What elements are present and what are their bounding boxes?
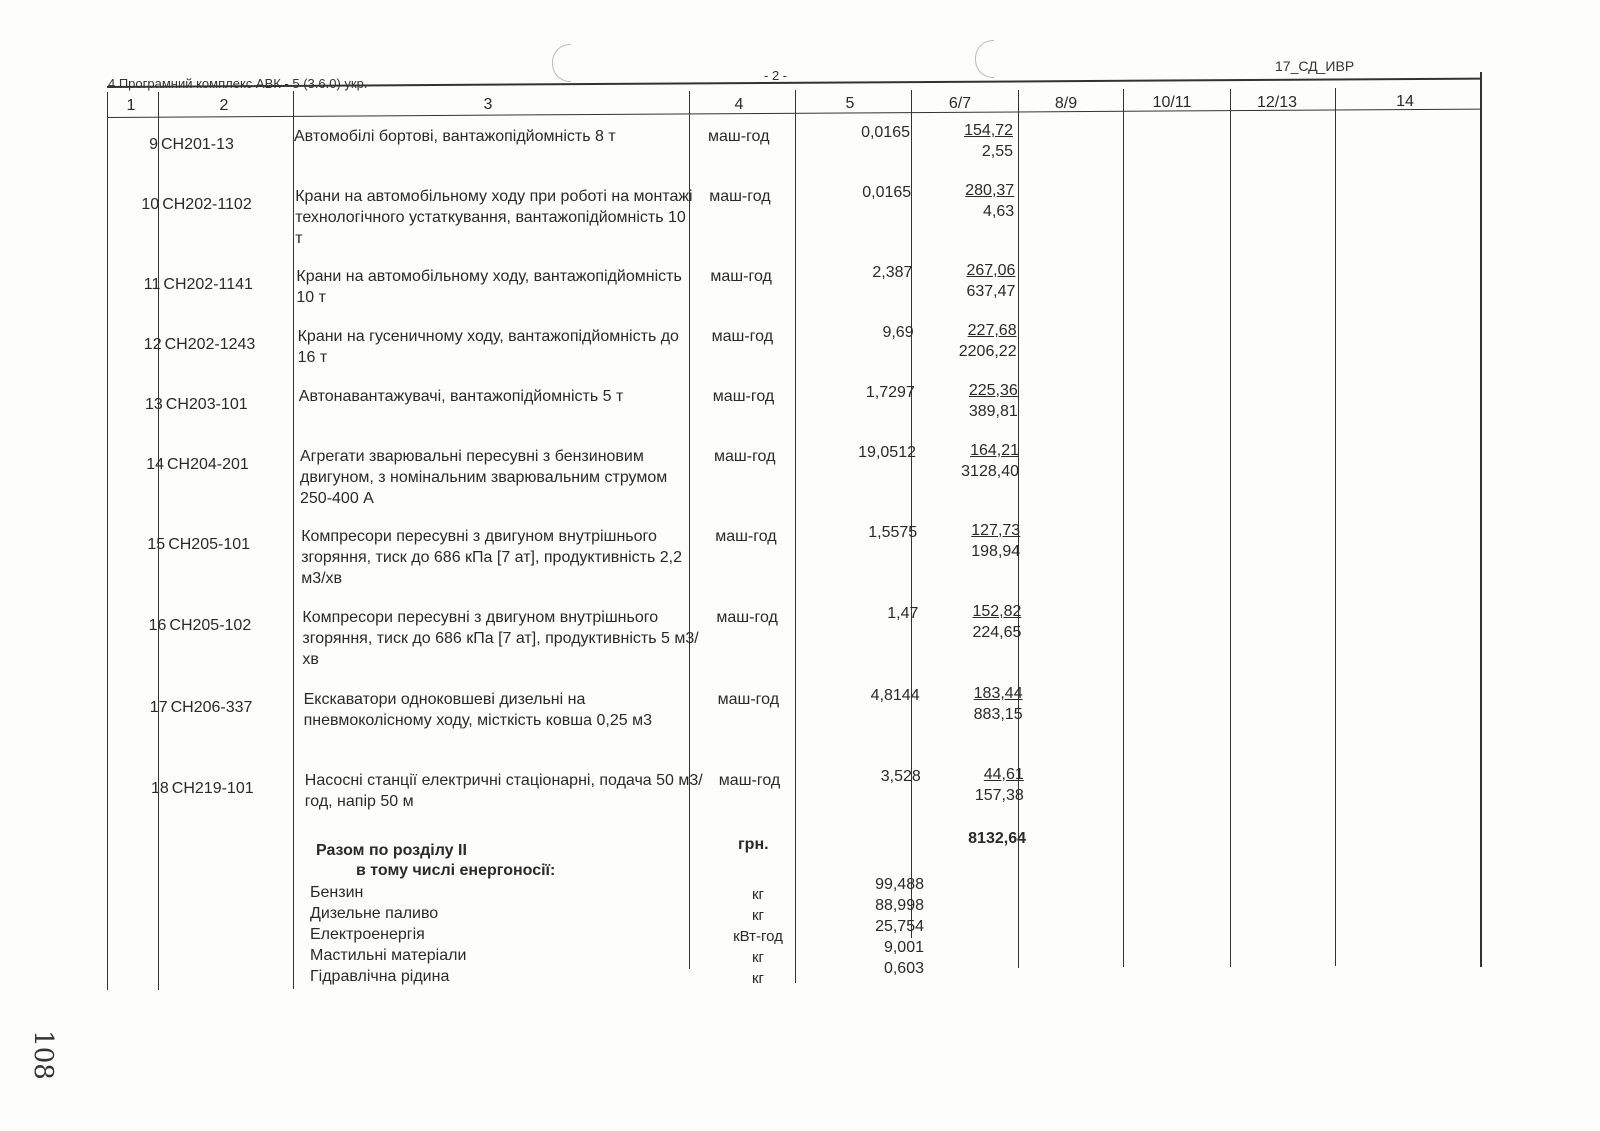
unit: маш-год (717, 691, 780, 708)
total-cost: 4,63 (983, 203, 1015, 220)
program-header: 4 Програмний комплекс АВК - 5 (3.6.0) укр. (108, 76, 368, 91)
quantity: 9,69 (882, 324, 914, 341)
energy-unit: кг (751, 886, 765, 903)
punch-hole-mark (975, 40, 994, 78)
column-divider (107, 92, 108, 990)
resource-code: СН205-101 (168, 536, 251, 553)
energy-name: Бензин (310, 884, 364, 901)
summary-subtitle: в тому числі енергоносії: (356, 862, 556, 879)
punch-hole-mark (552, 44, 571, 82)
resource-description: Компресори пересувні з двигуном внутрішнього згоряння, тиск до 686 кПа [7 ат], продуктивність 2,2 м3/хв (301, 528, 683, 587)
total-cost: 389,81 (968, 403, 1018, 420)
unit-price: 154,72 (964, 122, 1013, 139)
quantity: 1,47 (887, 605, 919, 622)
unit-price: 44,61 (983, 766, 1024, 783)
resource-code: СН203-101 (165, 396, 248, 413)
total-cost: 883,15 (973, 706, 1023, 723)
unit: маш-год (708, 128, 770, 145)
column-header: 12/13 (1256, 93, 1298, 111)
row-number: 11 (143, 276, 161, 293)
resource-description: Компресори пересувні з двигуном внутрішнього згоряння, тиск до 686 кПа [7 ат], продуктивність 5 м3/хв (302, 609, 699, 668)
unit: маш-год (718, 772, 781, 789)
summary-unit: грн. (738, 836, 769, 853)
row-number: 18 (151, 780, 169, 797)
resource-code: СН202-1102 (162, 196, 252, 213)
column-divider (293, 91, 294, 989)
unit: маш-год (715, 528, 777, 545)
resource-description: Агрегати зварювальні пересувні з бензиновим двигуном, з номінальним зварювальним струмом 250-400 А (300, 448, 668, 507)
resource-code: СН202-1141 (163, 276, 253, 293)
row-number: 10 (141, 196, 160, 213)
energy-name: Електроенергія (310, 926, 425, 943)
unit-price: 267,06 (966, 262, 1016, 279)
column-divider (1230, 89, 1231, 967)
unit-price: 280,37 (965, 182, 1015, 199)
row-number: 15 (147, 536, 166, 553)
resource-description: Крани на автомобільному ходу при роботі на монтажі технологічного устаткування, вантажопідйомність 10 т (295, 188, 693, 247)
document-code: 17_СД_ИВР (1275, 58, 1355, 74)
unit: маш-год (716, 609, 778, 626)
quantity: 3,528 (880, 768, 921, 785)
unit-price: 152,82 (972, 603, 1022, 620)
resource-code: СН206-337 (170, 699, 253, 716)
energy-quantity: 99,488 (875, 876, 924, 893)
resource-description: Крани на гусеничному ходу, вантажопідйомність до 16 т (297, 328, 679, 366)
quantity: 2,387 (872, 264, 913, 281)
column-divider (1123, 89, 1124, 967)
resource-description: Крани на автомобільному ходу, вантажопідйомність 10 т (296, 268, 682, 306)
unit-price: 227,68 (967, 322, 1017, 339)
energy-quantity: 88,998 (875, 897, 924, 914)
unit: маш-год (714, 448, 776, 465)
table-right-border (1480, 72, 1482, 967)
total-cost: 198,94 (971, 543, 1021, 560)
resource-code: СН205-102 (169, 617, 252, 634)
unit: маш-год (709, 188, 771, 205)
total-cost: 2,55 (981, 143, 1013, 160)
column-header: 8/9 (1054, 94, 1078, 112)
total-cost: 637,47 (966, 283, 1016, 300)
unit-price: 164,21 (970, 442, 1019, 459)
handwritten-page-number: 108 (27, 1030, 58, 1080)
column-divider (795, 90, 796, 983)
quantity: 19,0512 (858, 444, 916, 461)
column-header: 5 (845, 95, 855, 113)
quantity: 1,5575 (868, 524, 918, 541)
quantity: 0,0165 (862, 184, 912, 201)
energy-name: Гідравлічна рідина (310, 968, 450, 985)
unit-price: 127,73 (971, 522, 1021, 539)
column-header: 14 (1396, 93, 1414, 111)
column-divider (1335, 88, 1336, 966)
energy-quantity: 0,603 (883, 960, 924, 977)
quantity: 4,8144 (870, 687, 920, 704)
column-header: 6/7 (948, 95, 972, 112)
energy-unit: кВт-год (733, 928, 783, 945)
column-header: 4 (734, 95, 744, 113)
unit: маш-год (710, 268, 772, 285)
energy-name: Дизельне паливо (310, 905, 439, 922)
resource-code: СН204-201 (167, 456, 249, 473)
energy-unit: кг (751, 907, 765, 924)
total-cost: 157,38 (974, 787, 1024, 804)
resource-code: СН219-101 (171, 780, 254, 797)
quantity: 0,0165 (861, 124, 910, 141)
summary-total: 8132,64 (968, 830, 1026, 847)
column-header: 1 (126, 97, 136, 114)
row-number: 16 (148, 617, 167, 634)
row-number: 12 (143, 336, 162, 353)
energy-quantity: 9,001 (883, 939, 924, 956)
total-cost: 224,65 (972, 624, 1022, 641)
energy-name: Мастильні матеріали (310, 947, 467, 964)
row-number: 13 (145, 396, 163, 413)
quantity: 1,7297 (865, 384, 915, 401)
row-number: 9 (149, 136, 158, 153)
row-number: 17 (149, 699, 168, 716)
column-header: 2 (219, 96, 229, 114)
energy-quantity: 25,754 (875, 918, 924, 935)
column-header: 3 (483, 96, 493, 114)
unit: маш-год (712, 388, 775, 405)
resource-code: СН202-1243 (164, 336, 256, 353)
unit-price: 225,36 (968, 382, 1018, 399)
page-number: - 2 - (764, 68, 788, 83)
energy-unit: кг (751, 970, 765, 987)
row-number: 14 (146, 456, 164, 473)
summary-title: Разом по розділу II (316, 842, 467, 859)
column-header: 10/11 (1152, 94, 1192, 112)
unit: маш-год (711, 328, 774, 345)
unit-price: 183,44 (973, 685, 1023, 702)
total-cost: 2206,22 (958, 343, 1017, 360)
resource-description: Екскаватори одноковшеві дизельні на пневмоколісному ходу, місткість ковша 0,25 м3 (303, 691, 652, 729)
resource-code: СН201-13 (161, 136, 234, 153)
resource-description: Автонавантажувачі, вантажопідйомність 5 т (298, 388, 624, 405)
energy-unit: кг (751, 949, 765, 966)
resource-description: Автомобілі бортові, вантажопідйомність 8 т (294, 128, 616, 145)
resource-description: Насосні станції електричні стаціонарні, подача 50 м3/год, напір 50 м (304, 772, 703, 810)
total-cost: 3128,40 (961, 463, 1019, 480)
